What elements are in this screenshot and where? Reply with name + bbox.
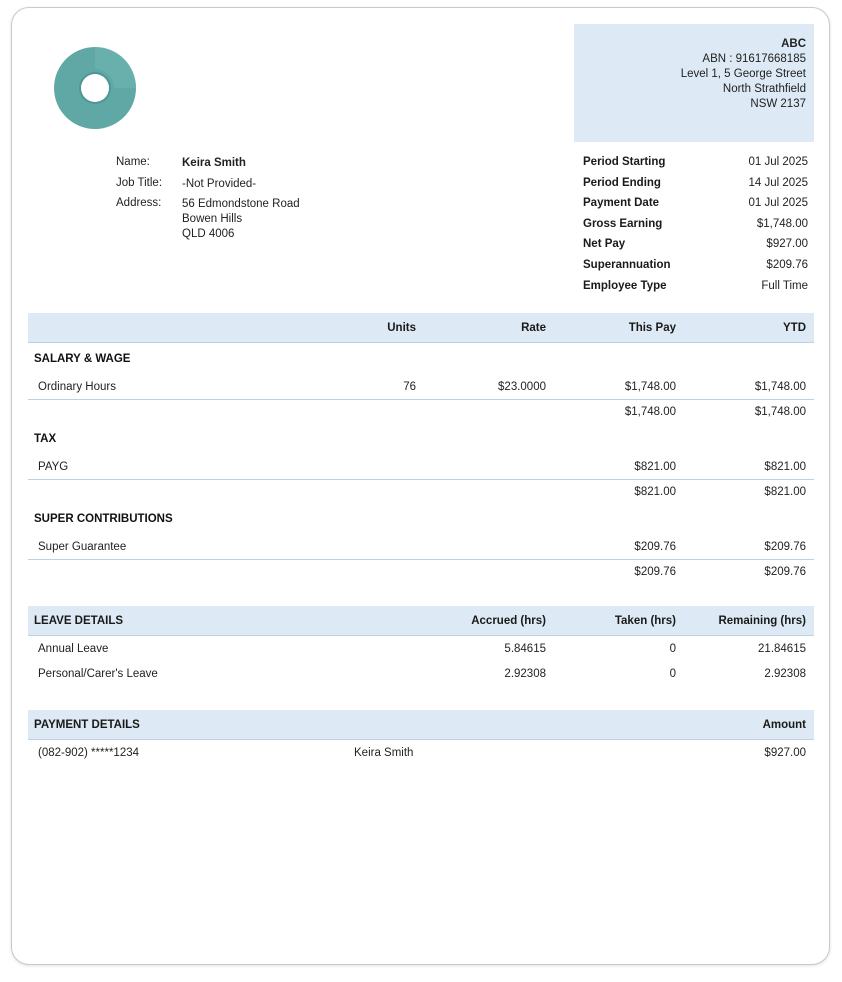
summary-label: Period Starting bbox=[583, 156, 666, 168]
section-total-this-pay: $821.00 bbox=[634, 486, 676, 498]
leave-row-accrued: 5.84615 bbox=[504, 643, 546, 655]
pay-table-header bbox=[28, 313, 814, 343]
payment-account: (082-902) *****1234 bbox=[38, 747, 140, 759]
line-item-name: Ordinary Hours bbox=[38, 381, 116, 393]
ytd-header: YTD bbox=[783, 322, 806, 334]
section-title: SALARY & WAGE bbox=[34, 353, 131, 365]
line-item-ytd: $821.00 bbox=[764, 461, 806, 473]
line-item-name: PAYG bbox=[38, 461, 69, 473]
company-details bbox=[574, 24, 814, 142]
section-total-ytd: $821.00 bbox=[764, 486, 806, 498]
summary-label: Period Ending bbox=[583, 177, 661, 189]
summary-value: Full Time bbox=[761, 280, 808, 292]
this-pay-header: This Pay bbox=[628, 322, 676, 334]
payment-title: PAYMENT DETAILS bbox=[34, 719, 140, 731]
company-abn: ABN : 91617668185 bbox=[702, 53, 806, 65]
company-address-line3: NSW 2137 bbox=[750, 98, 806, 110]
summary-value: 01 Jul 2025 bbox=[748, 156, 808, 168]
leave-row-name: Annual Leave bbox=[38, 643, 109, 655]
job-title-label: Job Title: bbox=[116, 177, 163, 189]
summary-value: $1,748.00 bbox=[756, 218, 808, 230]
payslip-sheet bbox=[11, 7, 830, 965]
leave-row-remaining: 21.84615 bbox=[758, 643, 806, 655]
company-logo-icon bbox=[54, 47, 136, 129]
section-total-this-pay: $209.76 bbox=[634, 566, 676, 578]
summary-value: 14 Jul 2025 bbox=[748, 177, 808, 189]
payment-amount: $927.00 bbox=[764, 747, 806, 759]
payment-payee: Keira Smith bbox=[354, 747, 414, 759]
rate-header: Rate bbox=[521, 322, 546, 334]
leave-row-taken: 0 bbox=[669, 668, 676, 680]
line-item-name: Super Guarantee bbox=[38, 541, 127, 553]
employee-address bbox=[182, 197, 300, 242]
divider bbox=[28, 559, 814, 560]
summary-value: $209.76 bbox=[766, 259, 808, 271]
divider bbox=[28, 479, 814, 480]
company-address-line1: Level 1, 5 George Street bbox=[680, 68, 806, 80]
line-item-ytd: $209.76 bbox=[764, 541, 806, 553]
amount-header: Amount bbox=[762, 719, 806, 731]
divider bbox=[28, 399, 814, 400]
summary-value: 01 Jul 2025 bbox=[748, 197, 808, 209]
line-item-rate: $23.0000 bbox=[498, 381, 546, 393]
employee-name-label: Name: bbox=[116, 156, 150, 168]
leave-title: LEAVE DETAILS bbox=[34, 615, 124, 627]
section-total-ytd: $209.76 bbox=[764, 566, 806, 578]
line-item-this-pay: $821.00 bbox=[634, 461, 676, 473]
leave-row-taken: 0 bbox=[669, 643, 676, 655]
company-address-line2: North Strathfield bbox=[722, 83, 806, 95]
units-header: Units bbox=[387, 322, 416, 334]
section-total-ytd: $1,748.00 bbox=[754, 406, 806, 418]
employee-address-line2: Bowen Hills bbox=[182, 213, 243, 225]
summary-label: Superannuation bbox=[583, 259, 671, 271]
leave-row-name: Personal/Carer's Leave bbox=[38, 668, 158, 680]
job-title: -Not Provided- bbox=[182, 178, 257, 190]
company-name: ABC bbox=[781, 38, 806, 50]
leave-row-remaining: 2.92308 bbox=[764, 668, 806, 680]
payment-table-header bbox=[28, 710, 814, 740]
section-title: SUPER CONTRIBUTIONS bbox=[34, 513, 173, 525]
summary-value: $927.00 bbox=[766, 238, 808, 250]
remaining-header: Remaining (hrs) bbox=[718, 615, 806, 627]
line-item-ytd: $1,748.00 bbox=[754, 381, 806, 393]
line-item-this-pay: $209.76 bbox=[634, 541, 676, 553]
summary-label: Gross Earning bbox=[583, 218, 663, 230]
employee-address-line1: 56 Edmondstone Road bbox=[182, 198, 300, 210]
summary-label: Employee Type bbox=[583, 280, 667, 292]
line-item-this-pay: $1,748.00 bbox=[624, 381, 676, 393]
leave-table-header bbox=[28, 606, 814, 636]
leave-row-accrued: 2.92308 bbox=[504, 668, 546, 680]
summary-label: Payment Date bbox=[583, 197, 660, 209]
employee-name: Keira Smith bbox=[182, 157, 246, 169]
employee-address-line3: QLD 4006 bbox=[182, 228, 235, 240]
summary-label: Net Pay bbox=[583, 238, 626, 250]
section-total-this-pay: $1,748.00 bbox=[624, 406, 676, 418]
taken-header: Taken (hrs) bbox=[614, 615, 676, 627]
employee-address-label: Address: bbox=[116, 197, 162, 209]
accrued-header: Accrued (hrs) bbox=[471, 615, 546, 627]
line-item-units: 76 bbox=[403, 381, 416, 393]
section-title: TAX bbox=[34, 433, 57, 445]
